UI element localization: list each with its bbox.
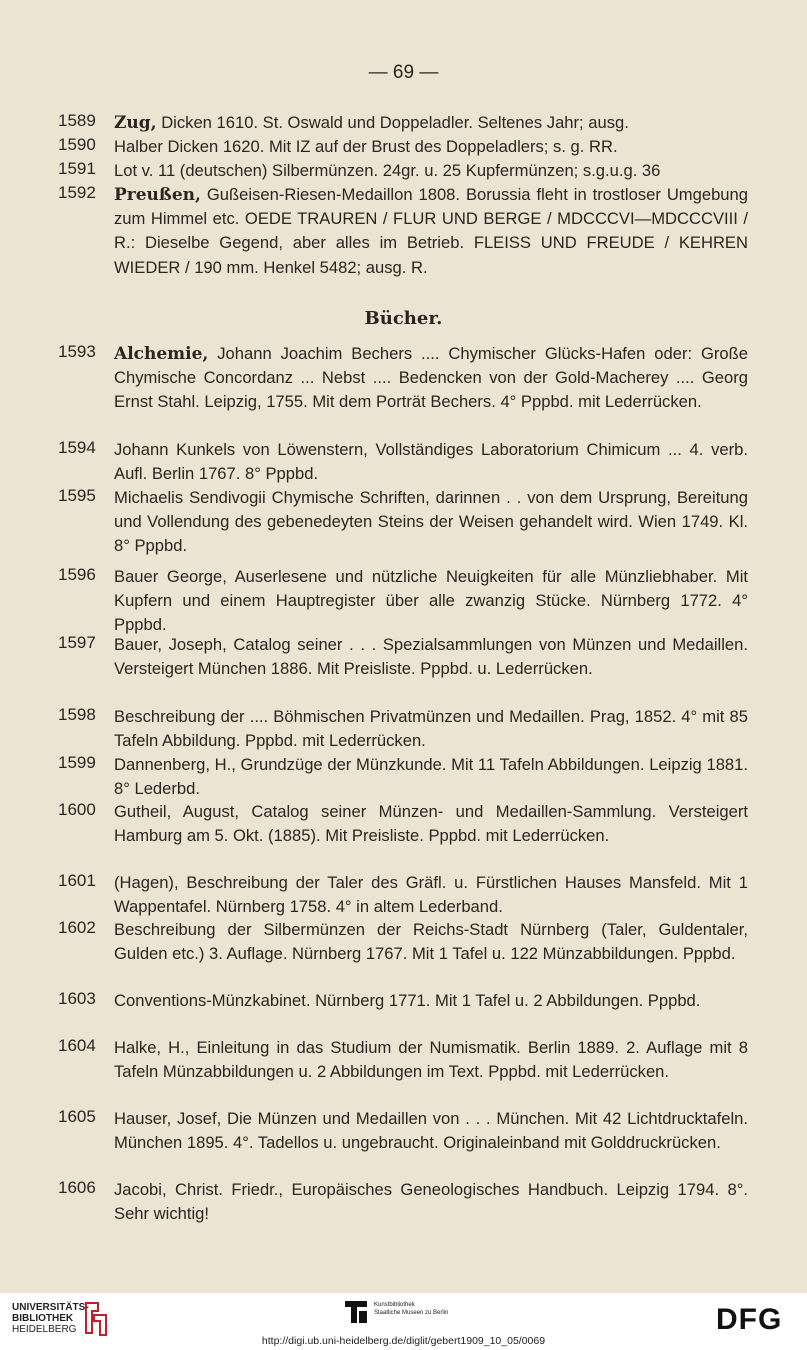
catalog-entry <box>58 705 748 753</box>
lot-number: 1600 <box>58 800 96 819</box>
page-number: — 69 — <box>368 62 439 83</box>
catalog-entry <box>58 183 748 280</box>
lot-number: 1591 <box>58 159 96 178</box>
entry-text <box>114 438 748 486</box>
entry-description: Jacobi, Christ. Friedr., Europäisches Geneologisches Handbuch. Leipzig 1794. 8°. Sehr wichtig! <box>114 1180 748 1224</box>
university-line-2: BIBLIOTHEK <box>12 1313 74 1324</box>
lot-number: 1603 <box>58 989 96 1008</box>
lot-number: 1592 <box>58 183 96 202</box>
entry-description: Hauser, Josef, Die Münzen und Medaillen von . . . München. Mit 42 Lichtdrucktafeln. München 1895. 4°. Tadellos u. ungebraucht. Originaleinband mit Golddruckrücken. <box>114 1109 748 1153</box>
lot-number: 1596 <box>58 565 96 584</box>
catalog-entry <box>58 342 748 415</box>
entry-keyword: Zug, <box>114 113 157 133</box>
entry-text <box>114 918 748 966</box>
lot-number: 1594 <box>58 438 96 457</box>
entry-text <box>114 800 748 848</box>
catalog-entry <box>58 486 748 559</box>
catalog-entry <box>58 633 748 681</box>
catalog-entry <box>58 1107 748 1155</box>
footer-bar <box>0 1293 807 1350</box>
catalog-entry <box>58 871 748 919</box>
entry-text <box>114 633 748 681</box>
kb-line-2: Staatliche Museen zu Berlin <box>374 1310 449 1316</box>
university-line-3: HEIDELBERG <box>12 1324 77 1335</box>
lot-number: 1606 <box>58 1178 96 1197</box>
entry-description: Halke, H., Einleitung in das Studium der Numismatik. Berlin 1889. 2. Auflage mit 8 Tafeln Münzabbildungen u. 2 Abbildungen im Text. Pppbd. mit Lederrücken. <box>114 1038 748 1082</box>
university-line-1: UNIVERSITÄTS- <box>12 1302 89 1313</box>
catalog-entry <box>58 918 748 966</box>
lot-number: 1590 <box>58 135 96 154</box>
entry-text <box>114 342 748 415</box>
catalog-entry <box>58 1178 748 1226</box>
kb-line-1: Kunstbibliothek <box>374 1302 415 1308</box>
entry-description: Lot v. 11 (deutschen) Silbermünzen. 24gr. u. 25 Kupfermünzen; s.g.u.g. 36 <box>114 161 661 180</box>
catalog-entry <box>58 1036 748 1084</box>
university-library-logo[interactable] <box>12 1302 89 1335</box>
entry-keyword: Alchemie, <box>114 344 209 364</box>
entry-description: (Hagen), Beschreibung der Taler des Gräfl. u. Fürstlichen Hauses Mansfeld. Mit 1 Wappentafel. Nürnberg 1758. 4° in altem Lederband. <box>114 873 748 917</box>
entry-description: Michaelis Sendivogii Chymische Schriften, darinnen . . von dem Ursprung, Bereitung und Vollendung des gebenedeyten Steins der Weisen gehandelt wird. Wien 1749. Kl. 8° Pppbd. <box>114 488 748 556</box>
catalog-entry <box>58 565 748 638</box>
entry-description: Dicken 1610. St. Oswald und Doppeladler. Seltenes Jahr; ausg. <box>156 113 629 132</box>
catalog-entry <box>58 800 748 848</box>
entry-description: Gußeisen-Riesen-Medaillon 1808. Borussia fleht in trostloser Umgebung zum Himmel etc. OEDE TRAUREN / FLUR UND BERGE / MDCCCVI—MDCCCVIII / R.: Dieselbe Gegend, aber alles im Betrieb. FLEISS UND FREUDE / KEHREN WIEDER / 190 mm. Henkel 5482; ausg. R. <box>114 185 748 277</box>
catalog-entry <box>58 989 748 1013</box>
entry-text <box>114 871 748 919</box>
entry-description: Halber Dicken 1620. Mit IZ auf der Brust des Doppeladlers; s. g. RR. <box>114 137 618 156</box>
entry-text <box>114 1107 748 1155</box>
entry-text <box>114 565 748 638</box>
entry-description: Dannenberg, H., Grundzüge der Münzkunde. Mit 11 Tafeln Abbildungen. Leipzig 1881. 8° Lederbd. <box>114 755 748 799</box>
catalog-entry <box>58 111 748 135</box>
lot-number: 1595 <box>58 486 96 505</box>
entry-keyword: Preußen, <box>114 185 201 205</box>
entry-text <box>114 159 748 183</box>
lot-number: 1593 <box>58 342 96 361</box>
lot-number: 1599 <box>58 753 96 772</box>
lot-number: 1589 <box>58 111 96 130</box>
permalink-url[interactable]: http://digi.ub.uni-heidelberg.de/diglit/gebert1909_10_05/0069 <box>261 1335 546 1347</box>
university-emblem-icon <box>80 1299 112 1337</box>
entry-text <box>114 183 748 280</box>
entry-text <box>114 135 748 159</box>
entry-text <box>114 1178 748 1226</box>
kunstbibliothek-label[interactable] <box>374 1301 448 1317</box>
entry-description: Conventions-Münzkabinet. Nürnberg 1771. Mit 1 Tafel u. 2 Abbildungen. Pppbd. <box>114 991 701 1010</box>
catalog-entry <box>58 135 748 159</box>
entry-text <box>114 989 748 1013</box>
lot-number: 1605 <box>58 1107 96 1126</box>
section-heading: Bücher. <box>364 308 443 329</box>
entry-text <box>114 753 748 801</box>
lot-number: 1602 <box>58 918 96 937</box>
lot-number: 1597 <box>58 633 96 652</box>
dfg-logo[interactable]: DFG <box>716 1303 783 1336</box>
lot-number: 1598 <box>58 705 96 724</box>
lot-number: 1601 <box>58 871 96 890</box>
entry-description: Bauer George, Auserlesene und nützliche Neuigkeiten für alle Münzliebhaber. Mit Kupfern und einem Hauptregister über alle zwanzig Stücke. Nürnberg 1772. 4° Pppbd. <box>114 567 748 635</box>
entry-description: Beschreibung der Silbermünzen der Reichs-Stadt Nürnberg (Taler, Guldentaler, Gulden etc.) 3. Auflage. Nürnberg 1767. Mit 1 Tafel u. 122 Münzabbildungen. Pppbd. <box>114 920 748 964</box>
entry-text <box>114 705 748 753</box>
entry-description: Johann Kunkels von Löwenstern, Vollständiges Laboratorium Chimicum ... 4. verb. Aufl. Berlin 1767. 8° Pppbd. <box>114 440 748 484</box>
entry-text <box>114 1036 748 1084</box>
entry-description: Bauer, Joseph, Catalog seiner . . . Spezialsammlungen von Münzen und Medaillen. Versteigert München 1886. Mit Preisliste. Pppbd. u. Lederrücken. <box>114 635 748 679</box>
entry-text <box>114 111 748 135</box>
entry-description: Johann Joachim Bechers .... Chymischer Glücks-Hafen oder: Große Chymische Concordanz ... Nebst .... Bedencken von der Gold-Macherey .... Georg Ernst Stahl. Leipzig, 1755. Mit dem Porträt Bechers. 4° Pppbd. mit Lederrücken. <box>114 344 748 412</box>
entry-description: Beschreibung der .... Böhmischen Privatmünzen und Medaillen. Prag, 1852. 4° mit 85 Tafeln Abbildung. Pppbd. mit Lederrücken. <box>114 707 748 751</box>
lot-number: 1604 <box>58 1036 96 1055</box>
catalog-entry <box>58 438 748 486</box>
entry-text <box>114 486 748 559</box>
kunstbibliothek-logo-icon <box>343 1299 369 1325</box>
entry-description: Gutheil, August, Catalog seiner Münzen- und Medaillen-Sammlung. Versteigert Hamburg am 5. Okt. (1885). Mit Preisliste. Pppbd. mit Lederrücken. <box>114 802 748 846</box>
catalog-entry <box>58 159 748 183</box>
catalog-entry <box>58 753 748 801</box>
